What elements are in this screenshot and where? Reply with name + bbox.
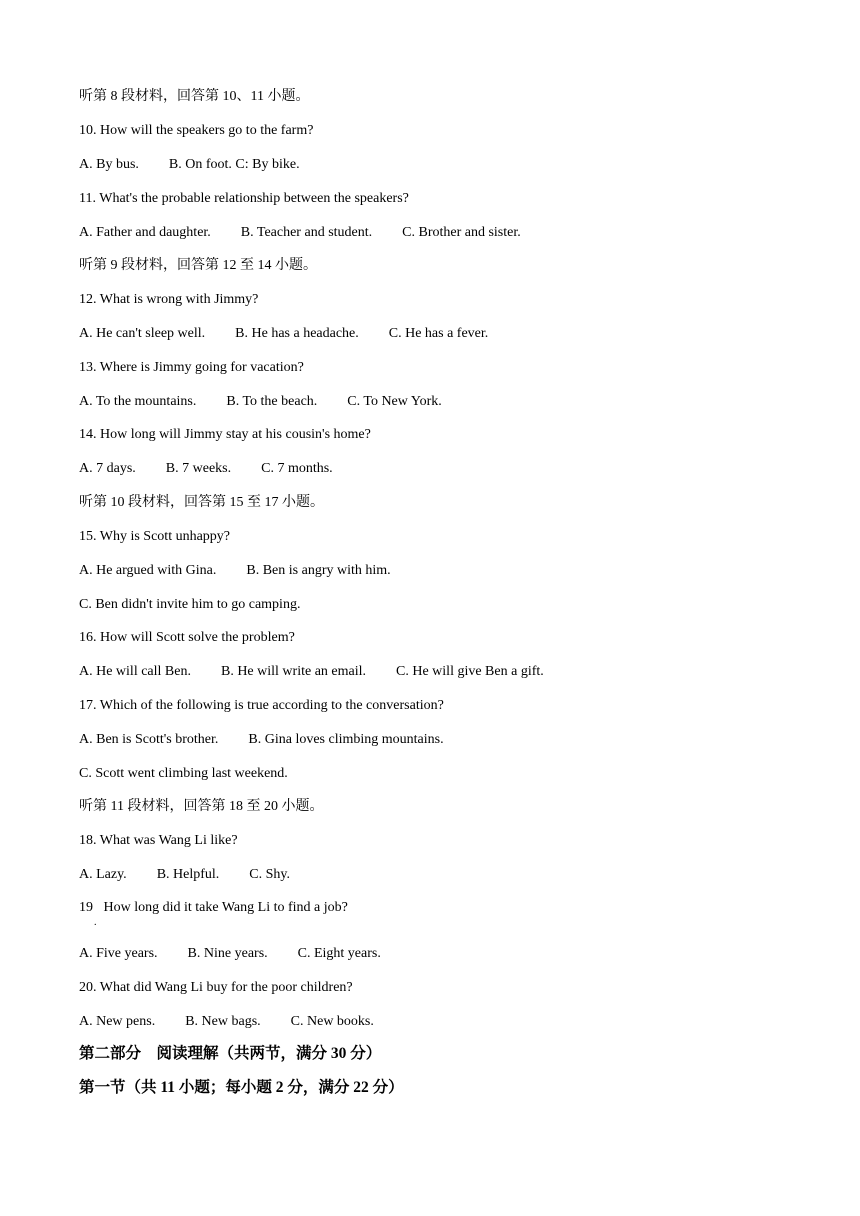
option-b: B. On foot. bbox=[168, 157, 232, 172]
option-c: C. He will give Ben a gift. bbox=[396, 664, 544, 679]
option-a: A. He will call Ben. bbox=[79, 664, 191, 679]
option-b: B. Teacher and student. bbox=[240, 225, 373, 240]
question-19-dot: . bbox=[94, 917, 97, 928]
option-a: A. Five years. bbox=[79, 946, 158, 961]
option-b: B. He will write an email. bbox=[220, 664, 367, 679]
question-14: 14. How long will Jimmy stay at his cousin's home? bbox=[79, 427, 371, 442]
question-17: 17. Which of the following is true according to the conversation? bbox=[79, 698, 444, 713]
option-a: A. To the mountains. bbox=[79, 394, 197, 409]
question-19-options bbox=[79, 945, 381, 963]
question-20: 20. What did Wang Li buy for the poor children? bbox=[79, 980, 353, 995]
option-b: B. He has a headache. bbox=[235, 326, 359, 341]
section-instruction-11: 听第 11 段材料，回答第 18 至 20 小题。 bbox=[79, 799, 324, 814]
option-c: C. To New York. bbox=[347, 394, 442, 409]
question-16: 16. How will Scott solve the problem? bbox=[79, 630, 295, 645]
question-15: 15. Why is Scott unhappy? bbox=[79, 529, 231, 544]
option-b: B. Helpful. bbox=[156, 867, 220, 882]
question-12: 12. What is wrong with Jimmy? bbox=[79, 292, 259, 307]
question-11-options bbox=[79, 224, 521, 242]
section-instruction-9: 听第 9 段材料，回答第 12 至 14 小题。 bbox=[79, 258, 317, 273]
option-b: B. New bags. bbox=[185, 1014, 261, 1029]
option-c: C. Shy. bbox=[249, 867, 291, 882]
question-15-options bbox=[79, 562, 391, 580]
question-18: 18. What was Wang Li like? bbox=[79, 833, 238, 848]
question-10: 10. How will the speakers go to the farm? bbox=[79, 123, 314, 138]
option-c: C: By bike. bbox=[235, 157, 300, 172]
option-a: A. New pens. bbox=[79, 1014, 156, 1029]
option-a: A. 7 days. bbox=[79, 461, 136, 476]
option-b: B. 7 weeks. bbox=[165, 461, 232, 476]
question-18-options bbox=[79, 866, 290, 884]
question-14-options bbox=[79, 460, 333, 478]
section-instruction-10: 听第 10 段材料，回答第 15 至 17 小题。 bbox=[79, 495, 324, 510]
option-b: B. Nine years. bbox=[187, 946, 268, 961]
option-a: A. By bus. bbox=[79, 157, 139, 172]
option-b: B. Gina loves climbing mountains. bbox=[248, 732, 444, 747]
option-a: A. Ben is Scott's brother. bbox=[79, 732, 219, 747]
question-11: 11. What's the probable relationship between the speakers? bbox=[79, 191, 409, 206]
option-a: A. Lazy. bbox=[79, 867, 127, 882]
question-19: 19 How long did it take Wang Li to find a job? bbox=[79, 900, 348, 915]
question-13-options bbox=[79, 393, 442, 411]
question-12-options bbox=[79, 325, 488, 343]
section-instruction-8: 听第 8 段材料，回答第 10、11 小题。 bbox=[79, 89, 310, 104]
option-c: C. Brother and sister. bbox=[402, 225, 521, 240]
option-c: C. New books. bbox=[290, 1014, 374, 1029]
option-a: A. He argued with Gina. bbox=[79, 563, 217, 578]
option-b: B. To the beach. bbox=[226, 394, 318, 409]
question-16-options bbox=[79, 663, 544, 681]
question-20-options bbox=[79, 1013, 374, 1031]
question-13: 13. Where is Jimmy going for vacation? bbox=[79, 360, 304, 375]
option-c: C. Eight years. bbox=[297, 946, 381, 961]
question-17-options bbox=[79, 731, 444, 749]
question-10-options bbox=[79, 156, 300, 174]
option-a: A. He can't sleep well. bbox=[79, 326, 206, 341]
option-a: A. Father and daughter. bbox=[79, 225, 211, 240]
part-two-heading: 第二部分 阅读理解（共两节，满分 30 分） bbox=[79, 1045, 382, 1062]
option-c: C. 7 months. bbox=[261, 461, 333, 476]
question-17-option-c: C. Scott went climbing last weekend. bbox=[79, 766, 288, 781]
question-15-option-c: C. Ben didn't invite him to go camping. bbox=[79, 597, 301, 612]
option-b: B. Ben is angry with him. bbox=[246, 563, 391, 578]
section-one-heading: 第一节（共 11 小题；每小题 2 分，满分 22 分） bbox=[79, 1079, 404, 1096]
option-c: C. He has a fever. bbox=[388, 326, 489, 341]
